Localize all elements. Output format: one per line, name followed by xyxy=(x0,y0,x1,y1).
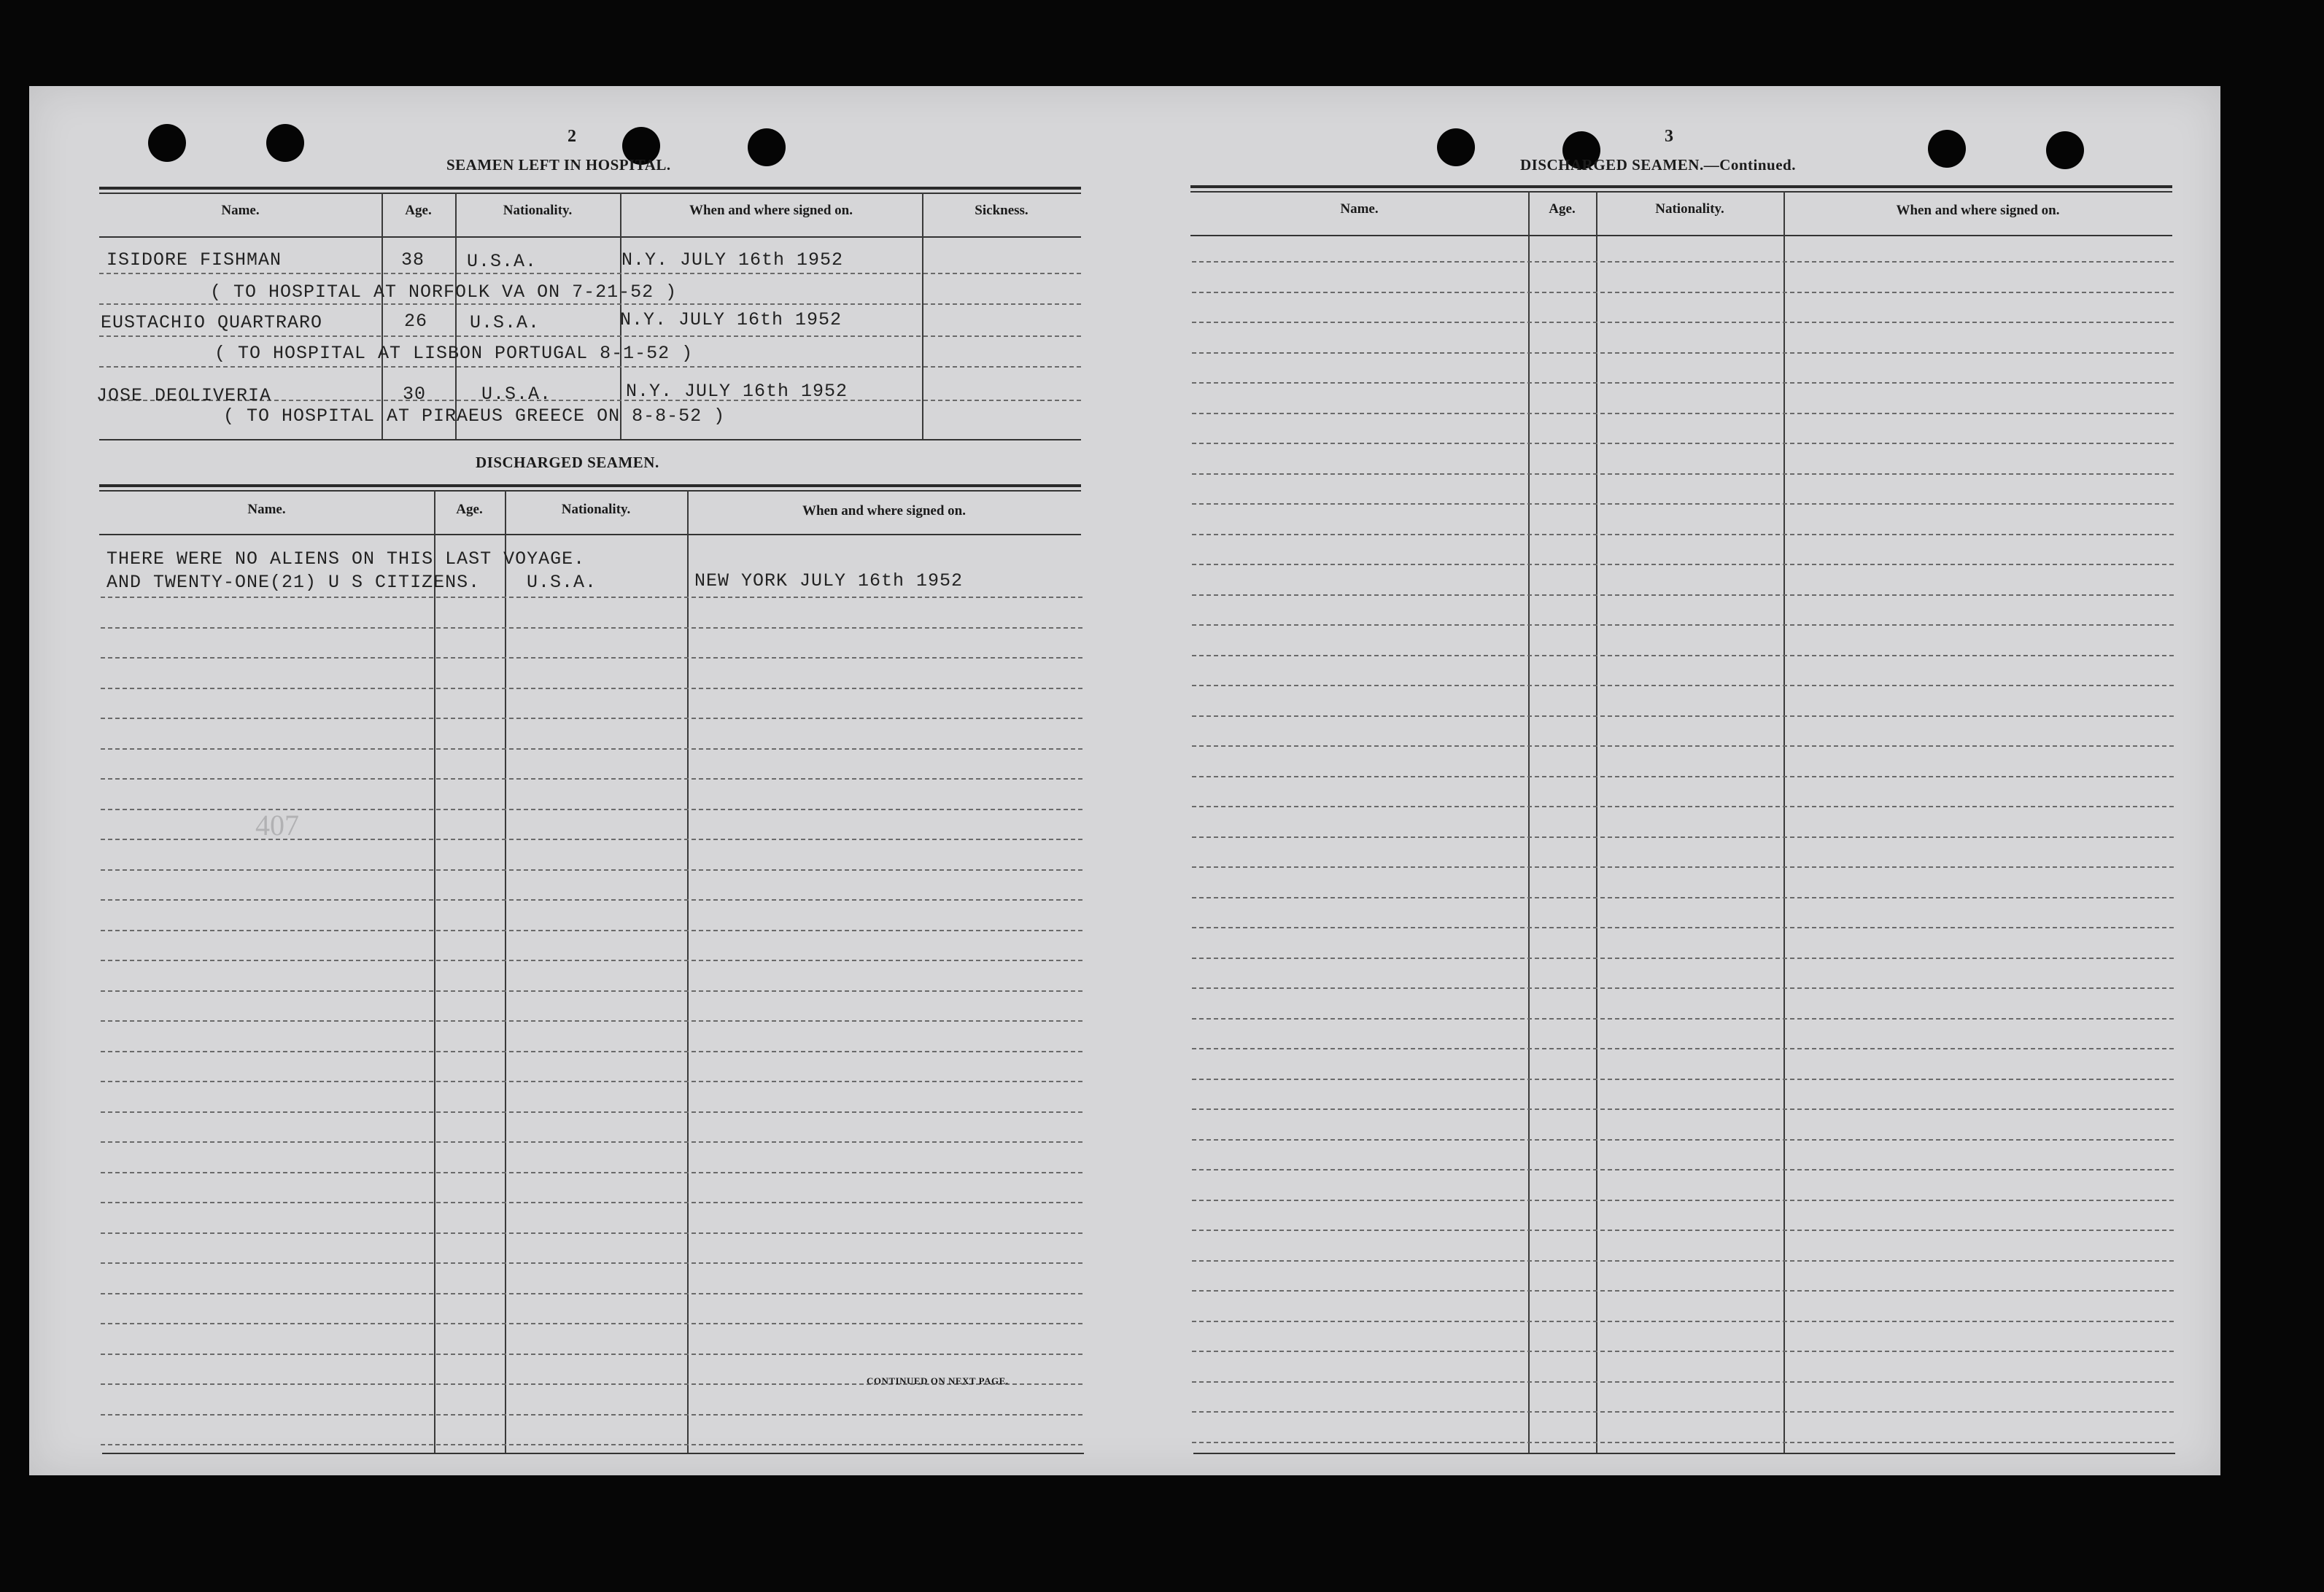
row-rule xyxy=(1192,958,2174,959)
row-rule xyxy=(1192,897,2174,898)
row-rule xyxy=(101,1111,1082,1113)
column-divider xyxy=(1596,191,1597,1453)
rule xyxy=(99,193,1081,194)
row-rule xyxy=(1192,382,2174,384)
row-rule xyxy=(1192,685,2174,686)
column-divider xyxy=(1783,191,1785,1453)
row-rule xyxy=(101,688,1082,689)
row-rule xyxy=(1192,534,2174,535)
row-rule xyxy=(101,1232,1082,1234)
left-page-number: 2 xyxy=(568,127,576,146)
row-rule xyxy=(1192,1411,2174,1413)
row-rule xyxy=(99,335,1081,337)
row-rule xyxy=(1192,1139,2174,1141)
row-rule xyxy=(1192,987,2174,989)
col-header-nationality: Nationality. xyxy=(503,203,573,218)
column-divider xyxy=(1528,191,1530,1453)
right-section-title: DISCHARGED SEAMEN.—Continued. xyxy=(1520,156,1796,174)
rule xyxy=(99,484,1081,487)
row-rule xyxy=(1192,413,2174,414)
hospital-name: EUSTACHIO QUARTRARO xyxy=(101,312,323,333)
row-rule xyxy=(101,809,1082,810)
col-header-name: Name. xyxy=(221,203,260,218)
row-rule xyxy=(1192,1108,2174,1110)
col-header-nationality: Nationality. xyxy=(1655,201,1724,217)
row-rule xyxy=(1192,292,2174,293)
row-rule xyxy=(1192,655,2174,656)
row-rule xyxy=(1192,836,2174,838)
row-rule xyxy=(1192,352,2174,354)
col-header-name: Name. xyxy=(247,502,286,517)
row-rule xyxy=(1192,503,2174,505)
continued-note: CONTINUED ON NEXT PAGE. xyxy=(867,1375,1009,1386)
row-rule xyxy=(1192,1290,2174,1292)
row-rule xyxy=(101,1262,1082,1264)
row-rule xyxy=(101,778,1082,780)
row-rule xyxy=(1192,927,2174,928)
column-divider xyxy=(434,490,435,1453)
row-rule xyxy=(1192,806,2174,807)
row-rule xyxy=(1192,776,2174,777)
hospital-signed-on: N.Y. JULY 16th 1952 xyxy=(621,249,844,271)
column-divider xyxy=(455,193,457,439)
row-rule xyxy=(101,718,1082,719)
right-page-number: 3 xyxy=(1665,127,1673,146)
hospital-note: ( TO HOSPITAL AT PIRAEUS GREECE ON 8-8-52 ) xyxy=(223,405,726,427)
punch-hole xyxy=(2046,131,2084,169)
row-rule xyxy=(1192,1260,2174,1262)
row-rule xyxy=(1192,473,2174,475)
row-rule xyxy=(1192,1048,2174,1049)
punch-hole xyxy=(1437,128,1475,166)
hospital-note: ( TO HOSPITAL AT NORFOLK VA ON 7-21-52 ) xyxy=(210,281,678,303)
col-header-signed-on: When and where signed on. xyxy=(689,203,853,218)
col-header-nationality: Nationality. xyxy=(561,502,631,517)
col-header-sickness: Sickness. xyxy=(975,203,1029,218)
rule xyxy=(99,534,1081,535)
row-rule xyxy=(1192,1169,2174,1170)
rule xyxy=(99,187,1081,190)
row-rule xyxy=(1192,322,2174,323)
row-rule xyxy=(101,1323,1082,1324)
row-rule xyxy=(1192,624,2174,626)
column-divider xyxy=(687,490,689,1453)
rule xyxy=(99,490,1081,492)
row-rule xyxy=(101,748,1082,750)
rule xyxy=(99,439,1081,440)
discharged-section-title: DISCHARGED SEAMEN. xyxy=(476,454,659,471)
row-rule xyxy=(101,839,1082,840)
row-rule xyxy=(99,303,1081,305)
col-header-age: Age. xyxy=(1549,201,1576,217)
col-header-signed-on: When and where signed on. xyxy=(802,503,966,519)
row-rule xyxy=(1192,866,2174,868)
row-rule xyxy=(1192,1321,2174,1322)
discharged-entry-name: AND TWENTY-ONE(21) U S CITIZENS. xyxy=(106,572,481,593)
bleed-through-mark: 407 xyxy=(255,809,299,842)
row-rule xyxy=(101,1293,1082,1294)
column-divider xyxy=(922,193,923,439)
row-rule xyxy=(101,1444,1082,1445)
rule xyxy=(1190,235,2172,236)
row-rule xyxy=(1192,261,2174,263)
row-rule xyxy=(1192,443,2174,444)
punch-hole xyxy=(748,128,786,166)
discharged-entry-line1: THERE WERE NO ALIENS ON THIS LAST VOYAGE. xyxy=(106,548,586,570)
row-rule xyxy=(101,627,1082,629)
row-rule xyxy=(101,1081,1082,1082)
row-rule xyxy=(99,273,1081,274)
punch-hole xyxy=(1928,130,1966,168)
hospital-note: ( TO HOSPITAL AT LISBON PORTUGAL 8-1-52 ) xyxy=(214,343,694,364)
row-rule xyxy=(1192,745,2174,747)
row-rule xyxy=(101,1141,1082,1143)
row-rule xyxy=(1192,1230,2174,1231)
discharged-entry-nationality: U.S.A. xyxy=(527,572,597,593)
rule xyxy=(99,236,1081,238)
row-rule xyxy=(101,1172,1082,1173)
column-divider xyxy=(505,490,506,1453)
row-rule xyxy=(101,597,1082,598)
hospital-nationality: U.S.A. xyxy=(481,384,552,405)
col-header-age: Age. xyxy=(456,502,483,517)
row-rule xyxy=(99,366,1081,368)
hospital-age: 26 xyxy=(404,311,428,332)
hospital-nationality: U.S.A. xyxy=(467,251,538,272)
row-rule xyxy=(101,1202,1082,1203)
row-rule xyxy=(1192,1079,2174,1080)
row-rule xyxy=(101,960,1082,961)
rule xyxy=(102,1453,1084,1454)
row-rule xyxy=(1192,715,2174,717)
row-rule xyxy=(1192,1381,2174,1383)
row-rule xyxy=(101,1020,1082,1022)
hospital-age: 30 xyxy=(403,384,427,405)
row-rule xyxy=(101,657,1082,659)
rule xyxy=(1190,185,2172,188)
column-divider xyxy=(381,193,383,439)
row-rule xyxy=(1192,594,2174,596)
document-sheet xyxy=(29,86,2220,1475)
hospital-name: ISIDORE FISHMAN xyxy=(106,249,282,271)
discharged-entry-signed-on: NEW YORK JULY 16th 1952 xyxy=(694,570,964,591)
row-rule xyxy=(1192,1351,2174,1352)
row-rule xyxy=(1192,1442,2174,1443)
row-rule xyxy=(101,899,1082,901)
row-rule xyxy=(101,1354,1082,1355)
row-rule xyxy=(1192,1018,2174,1020)
row-rule xyxy=(101,930,1082,931)
col-header-name: Name. xyxy=(1340,201,1379,217)
col-header-age: Age. xyxy=(405,203,432,218)
row-rule xyxy=(1192,564,2174,565)
punch-hole xyxy=(266,124,304,162)
rule xyxy=(1193,1453,2175,1454)
hospital-signed-on: N.Y. JULY 16th 1952 xyxy=(626,381,848,402)
hospital-name: JOSE DEOLIVERIA xyxy=(96,385,272,406)
row-rule xyxy=(1192,1200,2174,1201)
hospital-age: 38 xyxy=(401,249,425,271)
hospital-section-title: SEAMEN LEFT IN HOSPITAL. xyxy=(446,156,671,174)
col-header-signed-on: When and where signed on. xyxy=(1896,203,2060,218)
row-rule xyxy=(101,1051,1082,1052)
row-rule xyxy=(101,990,1082,992)
hospital-signed-on: N.Y. JULY 16th 1952 xyxy=(620,309,843,330)
row-rule xyxy=(101,869,1082,871)
rule xyxy=(1190,191,2172,193)
row-rule xyxy=(101,1414,1082,1416)
hospital-nationality: U.S.A. xyxy=(470,312,541,333)
punch-hole xyxy=(148,124,186,162)
